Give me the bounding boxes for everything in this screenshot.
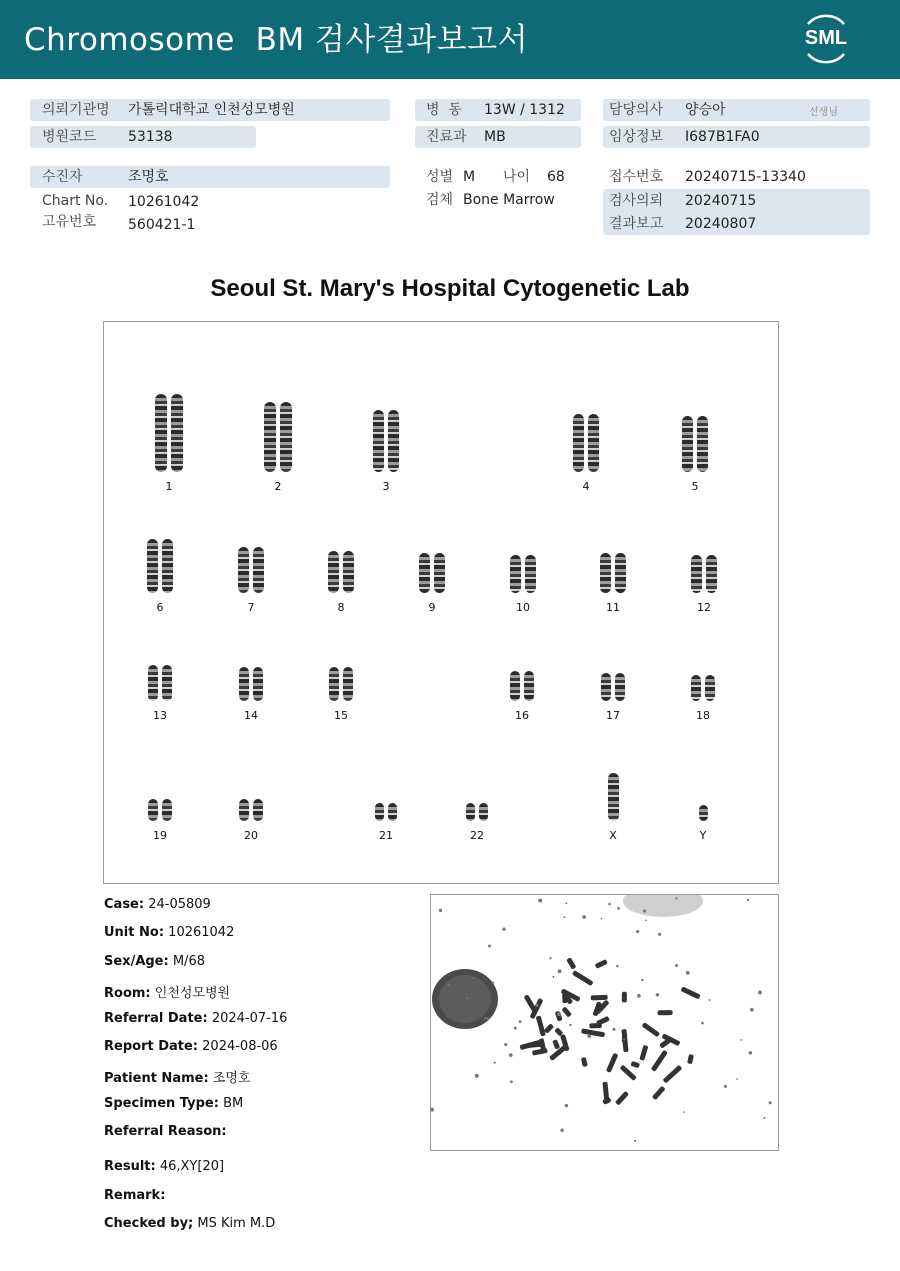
debris-dot <box>636 930 639 933</box>
chromosome <box>466 803 475 821</box>
chromosome <box>171 394 183 472</box>
chromosome <box>280 402 292 472</box>
dept-label: 진료과 <box>426 129 467 145</box>
debris-dot <box>601 918 603 920</box>
chromosome-label: 5 <box>691 480 699 493</box>
sexage-row: Sex/Age: M/68 <box>104 954 205 969</box>
chromosome-label: 6 <box>156 601 164 614</box>
age-value: 68 <box>547 169 565 185</box>
debris-dot <box>623 1039 625 1041</box>
chromosome <box>588 414 599 472</box>
receipt-value: 20240715-13340 <box>685 169 806 185</box>
debris-dot <box>643 909 646 912</box>
debris-dot <box>736 1078 738 1080</box>
chromosome <box>253 547 264 593</box>
chromosome-label: 12 <box>697 601 711 614</box>
chromosome <box>525 555 536 593</box>
room-row: Room: 인천성모병원 <box>104 986 231 1001</box>
chromosome-label: 7 <box>247 601 255 614</box>
doctor-value: 양승아 <box>685 102 726 118</box>
debris-dot <box>658 933 661 936</box>
metaphase-chromosome <box>561 1006 572 1017</box>
debris-dot <box>475 1074 479 1078</box>
debris-dot <box>749 1051 752 1054</box>
unit-row: Unit No: 10261042 <box>104 925 235 940</box>
metaphase-spread <box>431 895 778 1150</box>
chromosome <box>373 410 384 472</box>
lab-title: Seoul St. Mary's Hospital Cytogenetic Lab <box>210 275 690 302</box>
chromosome-label: 17 <box>606 709 620 722</box>
patient-name-row: Patient Name: 조명호 <box>104 1071 251 1086</box>
debris-dot <box>750 1008 754 1012</box>
request-label: 검사의뢰 <box>609 193 664 209</box>
ward-label: 병 동 <box>426 102 462 118</box>
checked-value: MS Kim M.D <box>197 1216 276 1231</box>
metaphase-image <box>430 894 779 1151</box>
chromosome-label: 8 <box>337 601 345 614</box>
chromosome <box>510 555 521 593</box>
chromosome <box>434 553 445 593</box>
chromosome <box>343 551 354 593</box>
debris-dot <box>637 994 641 998</box>
report-header <box>0 0 900 79</box>
patient-name-value: 조명호 <box>212 1071 251 1086</box>
dept-value: MB <box>484 129 506 145</box>
debris-dot <box>701 1022 704 1025</box>
debris-dot <box>563 916 565 918</box>
chromosome-label: 15 <box>334 709 348 722</box>
metaphase-chromosome <box>544 1023 554 1034</box>
chromosome-label: 14 <box>244 709 258 722</box>
debris-dot <box>488 945 491 948</box>
chromosome <box>510 671 520 701</box>
chromosome <box>615 553 626 593</box>
chromosome <box>162 799 172 821</box>
remark-row: Remark: <box>104 1188 166 1203</box>
specimen-label: 검체 <box>426 192 454 208</box>
debris-dot <box>504 1043 507 1046</box>
report-date-row: Report Date: 2024-08-06 <box>104 1039 278 1054</box>
doctor-label: 담당의사 <box>609 102 664 118</box>
chromosome <box>375 803 384 821</box>
debris-dot <box>656 993 659 996</box>
chromosome <box>155 394 167 472</box>
debris-dot <box>758 991 762 995</box>
chart-label: Chart No. <box>42 193 109 209</box>
case-row: Case: 24-05809 <box>104 897 211 912</box>
metaphase-chromosome <box>536 1015 546 1036</box>
debris-dot <box>641 979 643 981</box>
debris-dot <box>494 1062 496 1064</box>
debris-dot <box>724 1085 727 1088</box>
metaphase-chromosome <box>615 1091 629 1106</box>
metaphase-chromosome <box>552 1039 560 1049</box>
clinical-value: I687B1FA0 <box>685 129 760 145</box>
report-label: 결과보고 <box>609 216 664 232</box>
chromosome <box>699 805 708 821</box>
debris-dot <box>487 1018 489 1020</box>
chromosome-label: 9 <box>428 601 436 614</box>
age-label: 나이 <box>503 169 531 185</box>
clinical-label: 임상정보 <box>609 129 664 145</box>
metaphase-chromosome <box>591 995 608 1001</box>
debris-dot <box>616 965 618 967</box>
metaphase-chromosome <box>642 1022 661 1037</box>
debris-dot <box>472 977 474 979</box>
chromosome-label: 13 <box>153 709 167 722</box>
unique-label: 고유번호 <box>42 214 97 230</box>
debris-dot <box>502 928 505 931</box>
chromosome-label: 4 <box>582 480 590 493</box>
debris-dot <box>617 907 620 910</box>
debris-dot <box>599 1011 601 1013</box>
metaphase-chromosome <box>562 994 567 1004</box>
debris-dot <box>560 1129 563 1132</box>
chromosome <box>253 799 263 821</box>
chromosome <box>388 410 399 472</box>
debris-dot <box>447 983 449 985</box>
sml-logo <box>796 10 856 68</box>
ward-value: 13W / 1312 <box>484 102 565 118</box>
chromosome <box>238 547 249 593</box>
debris-dot <box>535 1004 538 1007</box>
chromosome <box>253 667 263 701</box>
institution-value: 가톨릭대학교 인천성모병원 <box>128 102 295 118</box>
chromosome <box>601 673 611 701</box>
sex-label: 성별 <box>426 169 454 185</box>
debris-dot <box>510 1080 513 1083</box>
chromosome <box>328 551 339 593</box>
chromosome <box>524 671 534 701</box>
karyotype-image <box>103 321 779 884</box>
chromosome <box>600 553 611 593</box>
metaphase-chromosome <box>524 994 538 1012</box>
chromosome-label: 18 <box>696 709 710 722</box>
chromosome <box>388 803 397 821</box>
logo-text: SML <box>804 27 848 49</box>
report-date-value: 2024-08-06 <box>202 1039 278 1054</box>
chromosome <box>682 416 693 472</box>
debris-dot <box>514 1027 517 1030</box>
chart-value: 10261042 <box>128 194 200 210</box>
patient-bar <box>30 166 390 188</box>
room-value: 인천성모병원 <box>154 986 231 1001</box>
receipt-label: 접수번호 <box>609 169 664 185</box>
debris-dot <box>769 1101 772 1104</box>
patient-label: 수진자 <box>42 169 83 185</box>
chromosome <box>264 402 276 472</box>
chromosome <box>479 803 488 821</box>
debris-dot <box>552 976 554 978</box>
chromosome-label: 2 <box>274 480 282 493</box>
debris-dot <box>582 915 586 919</box>
chromosome-label: X <box>609 829 617 842</box>
chromosome <box>162 665 172 701</box>
report-value: 20240807 <box>685 216 757 232</box>
patient-value: 조명호 <box>128 169 169 185</box>
debris-dot <box>709 999 711 1001</box>
metaphase-chromosome <box>658 1010 673 1015</box>
chromosome-label: 10 <box>516 601 530 614</box>
doctor-suffix: 선생님 <box>809 107 838 118</box>
chromosome-label: 3 <box>382 480 390 493</box>
debris-dot <box>634 1140 636 1142</box>
chromosome <box>615 673 625 701</box>
debris-dot <box>587 1034 591 1038</box>
debris-dot <box>608 903 611 906</box>
result-value: 46,XY[20] <box>159 1159 225 1174</box>
specimen-value: Bone Marrow <box>463 192 555 208</box>
sex-value: M <box>463 169 476 185</box>
chromosome <box>419 553 430 593</box>
debris-dot <box>466 997 468 999</box>
unit-value: 10261042 <box>168 925 235 940</box>
metaphase-chromosome <box>652 1086 666 1101</box>
metaphase-chromosome <box>622 1033 628 1043</box>
chromosome-label: Y <box>699 829 707 842</box>
debris-dot <box>439 909 442 912</box>
unique-value: 560421-1 <box>128 217 196 233</box>
chromosome-label: 19 <box>153 829 167 842</box>
debris-dot <box>612 1028 615 1031</box>
debris-dot <box>747 899 749 901</box>
chromosome <box>147 539 158 593</box>
debris-dot <box>558 969 562 973</box>
metaphase-chromosome <box>651 1050 668 1072</box>
chromosome <box>697 416 708 472</box>
metaphase-chromosome <box>572 970 594 986</box>
hospital-code-value: 53138 <box>128 129 173 145</box>
chromosome-label: 20 <box>244 829 258 842</box>
debris-dot <box>557 1012 561 1016</box>
sexage-value: M/68 <box>172 954 205 969</box>
metaphase-chromosome <box>566 957 576 970</box>
referral-reason-row: Referral Reason: <box>104 1124 227 1139</box>
chromosome <box>239 799 249 821</box>
debris-dot <box>740 1039 742 1041</box>
chromosome-label: 22 <box>470 829 484 842</box>
specimen-type-value: BM <box>223 1096 244 1111</box>
chromosome <box>148 665 158 701</box>
metaphase-chromosome <box>606 1053 619 1073</box>
metaphase-chromosome <box>589 1023 602 1028</box>
referral-date-row: Referral Date: 2024-07-16 <box>104 1011 288 1026</box>
debris-dot <box>763 1117 765 1119</box>
debris-dot <box>565 902 567 904</box>
debris-dot <box>565 1104 568 1107</box>
metaphase-chromosome <box>519 1039 542 1050</box>
metaphase-chromosome <box>680 986 700 999</box>
chromosome <box>162 539 173 593</box>
chromosome <box>608 773 619 821</box>
debris-dot <box>683 1111 685 1113</box>
request-value: 20240715 <box>685 193 757 209</box>
metaphase-chromosome <box>595 959 608 969</box>
specimen-type-row: Specimen Type: BM <box>104 1096 244 1111</box>
result-row: Result: 46,XY[20] <box>104 1159 225 1174</box>
debris-dot <box>492 981 495 984</box>
report-title: Chromosome BM 검사결과보고서 <box>24 22 529 58</box>
hospital-code-label: 병원코드 <box>42 129 97 145</box>
chromosome <box>706 555 717 593</box>
chromosome <box>691 555 702 593</box>
debris-dot <box>509 1053 513 1057</box>
chromosome <box>329 667 339 701</box>
metaphase-chromosome <box>639 1045 648 1061</box>
chromosome-label: 1 <box>165 480 173 493</box>
chromosome <box>691 675 701 701</box>
institution-label: 의뢰기관명 <box>42 102 110 118</box>
case-value: 24-05809 <box>148 897 211 912</box>
chromosome <box>705 675 715 701</box>
metaphase-chromosome <box>630 1061 640 1068</box>
chromosome-label: 11 <box>606 601 620 614</box>
debris-dot <box>484 1017 486 1019</box>
debris-dot <box>569 1024 571 1026</box>
debris-dot <box>645 919 647 921</box>
metaphase-chromosome <box>581 1028 605 1037</box>
metaphase-chromosome <box>581 1057 588 1067</box>
metaphase-chromosome <box>663 1065 683 1084</box>
referral-date-value: 2024-07-16 <box>211 1011 288 1026</box>
chromosome <box>573 414 584 472</box>
debris-dot <box>519 1020 522 1023</box>
debris-dot <box>675 964 678 967</box>
chromosome <box>239 667 249 701</box>
metaphase-chromosome <box>687 1054 694 1064</box>
chromosome <box>343 667 353 701</box>
debris-dot <box>538 899 542 903</box>
debris-dot <box>431 1108 434 1112</box>
debris-dot <box>686 971 690 975</box>
debris-dot <box>675 897 677 899</box>
chromosome-label: 16 <box>515 709 529 722</box>
chromosome <box>148 799 158 821</box>
metaphase-chromosome <box>620 1064 637 1081</box>
chromosome-label: 21 <box>379 829 393 842</box>
debris-dot <box>549 957 551 959</box>
checked-row: Checked by; MS Kim M.D <box>104 1216 276 1231</box>
metaphase-chromosome <box>622 992 627 1003</box>
